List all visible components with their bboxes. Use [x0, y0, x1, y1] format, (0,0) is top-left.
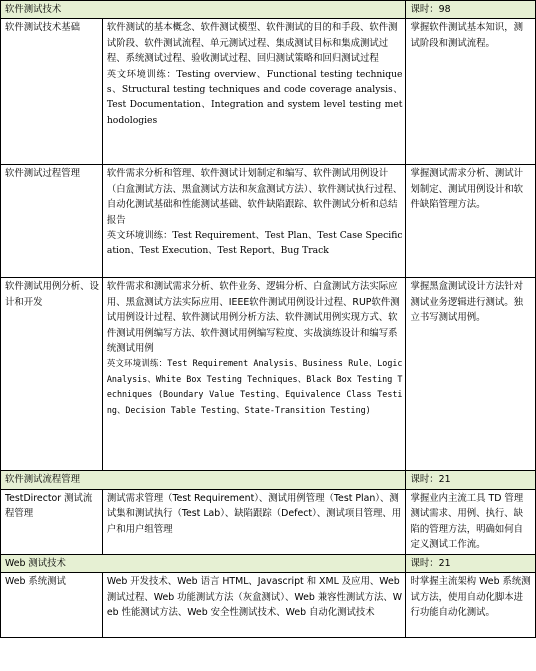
topic-cell: TestDirector 测试流程管理 — [1, 489, 103, 554]
content-cn: 软件测试的基本概念、软件测试模型、软件测试的目的和手段、软件测试阶段、软件测试流程、单元测试过程、集成测试目标和集成测试过程、系统测试过程、验收测试过程、回归测试策略和回归测试过程 — [106, 22, 398, 65]
goal-cell: 掌握测试需求分析、测试计划制定、测试用例设计和软件缺陷管理方法。 — [406, 165, 536, 278]
topic-cell: 软件测试用例分析、设计和开发 — [1, 278, 103, 471]
content-cn: 软件需求分析和管理、软件测试计划制定和编写、软件测试用例设计（白盒测试方法、黑盒测试方法和灰盒测试方法）、软件测试执行过程、自动化测试基础和性能测试基础、软件缺陷跟踪、软件测试分析和总结报告 — [106, 168, 403, 226]
content-cell — [102, 19, 406, 165]
table-row — [1, 489, 536, 554]
section-title: Web 测试技术 — [1, 554, 406, 572]
topic-cell: 软件测试技术基础 — [1, 19, 103, 165]
section-hours: 课时：98 — [406, 1, 536, 19]
goal-cell: 掌握黑盒测试设计方法针对测试业务逻辑进行测试。独立书写测试用例。 — [406, 278, 536, 471]
content-cn: 测试需求管理（Test Requirement）、测试用例管理（Test Plan）、测试集和测试执行（Test Lab）、缺陷跟踪（Defect）、测试项目管理、用户和用户组管理 — [106, 492, 402, 535]
content-en: 英文环境训练：Testing overview、Functional testing techniques、Structural testing techniques and code coverage analysis、Test Documentation、Integration and system level testing methodologies — [106, 68, 403, 126]
goal-cell: 掌握软件测试基本知识，测试阶段和测试流程。 — [406, 19, 536, 165]
content-cn: Web 开发技术、Web 语言 HTML、Javascript 和 XML 及应用、Web 测试过程、Web 功能测试方法（灰盒测试）、Web 兼容性测试方法、Web 性能测试方法、Web 安全性测试技术、Web 自动化测试技术 — [106, 576, 403, 619]
section-title: 软件测试技术 — [1, 1, 406, 19]
content-cell — [102, 573, 406, 638]
table-row — [1, 573, 536, 638]
section-header — [1, 1, 536, 19]
goal-cell: 掌握业内主流工具 TD 管理测试需求、用例、执行、缺陷的管理方法，明确如何自定义测试工作流。 — [406, 489, 536, 554]
content-cell — [102, 165, 406, 278]
table-row — [1, 19, 536, 165]
topic-cell: Web 系统测试 — [1, 573, 103, 638]
goal-cell: 时掌握主流架构 Web 系统测试方法，使用自动化脚本进行功能自动化测试。 — [406, 573, 536, 638]
content-en: 英文环境训练：Test Requirement Analysis、Business Rule、Logic Analysis、White Box Testing Techniques、Black Box Testing Techniques (Boundary Value Testing、Equivalence Class Testing、Decision Table Testing、State-Transition Testing) — [106, 358, 403, 415]
section-hours: 课时：21 — [406, 471, 536, 489]
table-row — [1, 278, 536, 471]
section-title: 软件测试流程管理 — [1, 471, 406, 489]
content-cell — [102, 489, 406, 554]
content-cell — [102, 278, 406, 471]
section-header — [1, 471, 536, 489]
content-en: 英文环境训练：Test Requirement、Test Plan、Test Case Specification、Test Execution、Test Report、Bug Track — [106, 230, 403, 257]
table-row — [1, 165, 536, 278]
section-header — [1, 554, 536, 572]
section-hours: 课时：21 — [406, 554, 536, 572]
content-cn: 软件需求和测试需求分析、软件业务、逻辑分析、白盒测试方法实际应用、黑盒测试方法实际应用、IEEE软件测试用例设计过程、RUP软件测试用例设计过程、软件测试用例分析方法、软件测试用例实现方式、软件测试用例编写方法、软件测试用例编写粒度、实战演练设计和编写系统测试用例 — [106, 281, 400, 355]
topic-cell: 软件测试过程管理 — [1, 165, 103, 278]
